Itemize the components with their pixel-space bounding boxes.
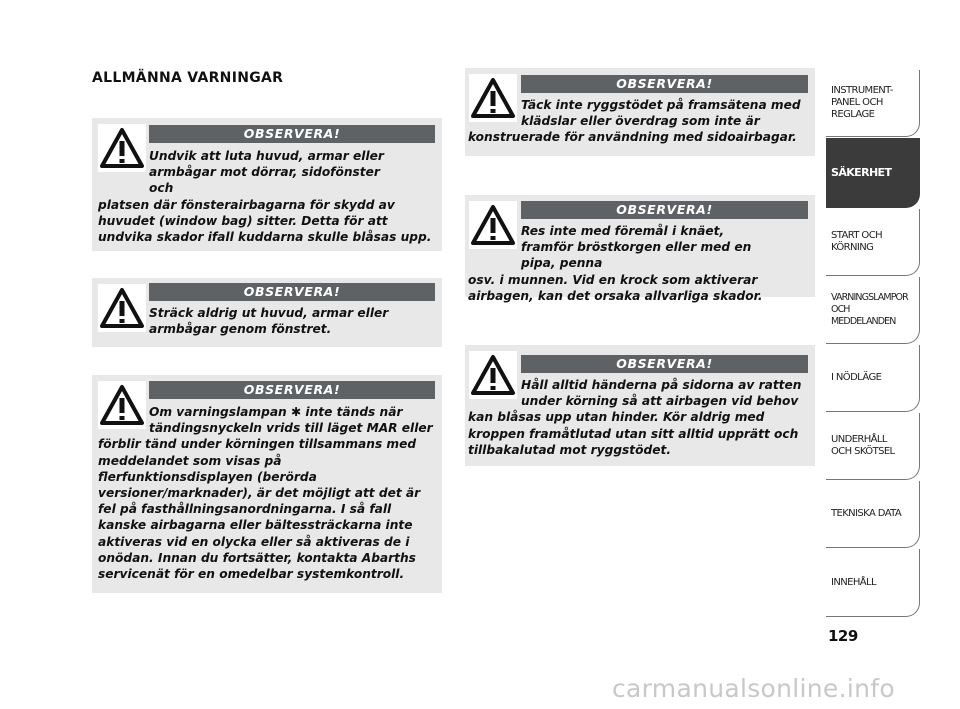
- tab-label: I NÖDLÄGE: [831, 372, 882, 383]
- warning-text-rest: förblir tänd under körningen tillsammans med meddelandet som visas på flerfunktionsdisplayen (berörda versioner/marknader), är det möjligt att det är fel på fasthållningsanordningarna. I så fall kanske airbagarna eller bältessträckarna inte aktiveras vid en olycka eller så aktiveras de i onödan. Innan du fortsätter, kontakta Abarths servicenät för en omedelbar systemkontroll.: [98, 437, 421, 582]
- warning-text-rest: osv. i munnen. Vid en krock som aktiverar airbagen, kan det orsaka allvarliga skador.: [468, 272, 763, 303]
- tab-label: INSTRUMENT- PANEL OCH REGLAGE: [831, 85, 893, 120]
- warning-box: [465, 68, 815, 156]
- tab-start-och-korning[interactable]: [826, 209, 920, 276]
- warning-text-indented: Undvik att luta huvud, armar eller armbågar mot dörrar, sidofönster och: [149, 149, 384, 196]
- tab-sakerhet[interactable]: [826, 138, 920, 208]
- observera-label: OBSERVERA!: [149, 381, 435, 399]
- warning-text: [465, 377, 810, 458]
- warning-text: [92, 305, 437, 337]
- section-title: ALLMÄNNA VARNINGAR: [92, 70, 284, 86]
- warning-text: [92, 404, 440, 582]
- observera-label: OBSERVERA!: [149, 125, 435, 143]
- watermark: carmanualsonline.info: [612, 674, 895, 703]
- tab-innehall[interactable]: [826, 549, 920, 617]
- tab-underhall[interactable]: [826, 413, 920, 480]
- warning-text-indented: Om varningslampan ✱ inte tänds när tändingsnyckeln vrids till läget MAR eller: [149, 405, 433, 436]
- warning-text-indented: Sträck aldrig ut huvud, armar eller armbågar genom fönstret.: [149, 306, 389, 337]
- tab-label: SÄKERHET: [831, 165, 892, 179]
- warning-box: [465, 195, 815, 303]
- warning-text: [465, 223, 805, 304]
- warning-box: [92, 375, 442, 593]
- observera-label: OBSERVERA!: [149, 283, 435, 301]
- warning-text-rest: platsen där fönsterairbagarna för skydd av huvudet (window bag) sitter. Detta för att undvika skador ifall kuddarna skulle blåsas upp.: [98, 197, 432, 245]
- tab-label: TEKNISKA DATA: [831, 508, 902, 519]
- observera-label: OBSERVERA!: [521, 201, 808, 219]
- warning-text-rest: kan blåsas upp utan hinder. Kör aldrig med kroppen framåtlutad utan sitt alltid upprätt och tillbakalutad mot ryggstödet.: [468, 410, 799, 457]
- warning-box: [92, 278, 442, 347]
- observera-label: OBSERVERA!: [521, 355, 808, 373]
- warning-text: [92, 148, 437, 245]
- tab-tekniska-data[interactable]: [826, 481, 920, 548]
- tab-label: VARNINGSLAMPOR OCH MEDDELANDEN: [831, 292, 908, 327]
- warning-text-indented: Täck inte ryggstödet på framsätena med klädslar eller överdrag som inte är: [521, 98, 801, 129]
- tab-varningslampor[interactable]: [826, 277, 920, 344]
- warning-box: [92, 118, 442, 251]
- warning-text-indented: Håll alltid händerna på sidorna av ratten under körning så att airbagen vid behov: [521, 378, 802, 409]
- tab-i-nodlage[interactable]: [826, 345, 920, 412]
- tab-label: START OCH KÖRNING: [831, 230, 883, 253]
- warning-box: [465, 345, 815, 466]
- tab-label: UNDERHÅLL OCH SKÖTSEL: [831, 434, 895, 457]
- warning-text-rest: konstruerade för användning med sidoairbagar.: [468, 130, 797, 145]
- page-number: 129: [828, 627, 858, 645]
- warning-text: [465, 97, 813, 146]
- tab-label: INNEHÅLL: [831, 576, 876, 588]
- tab-instrumentpanel[interactable]: [826, 70, 920, 137]
- observera-label: OBSERVERA!: [521, 75, 808, 93]
- warning-text-indented: Res inte med föremål i knäet, framför bröstkorgen eller med en pipa, penna: [521, 224, 752, 271]
